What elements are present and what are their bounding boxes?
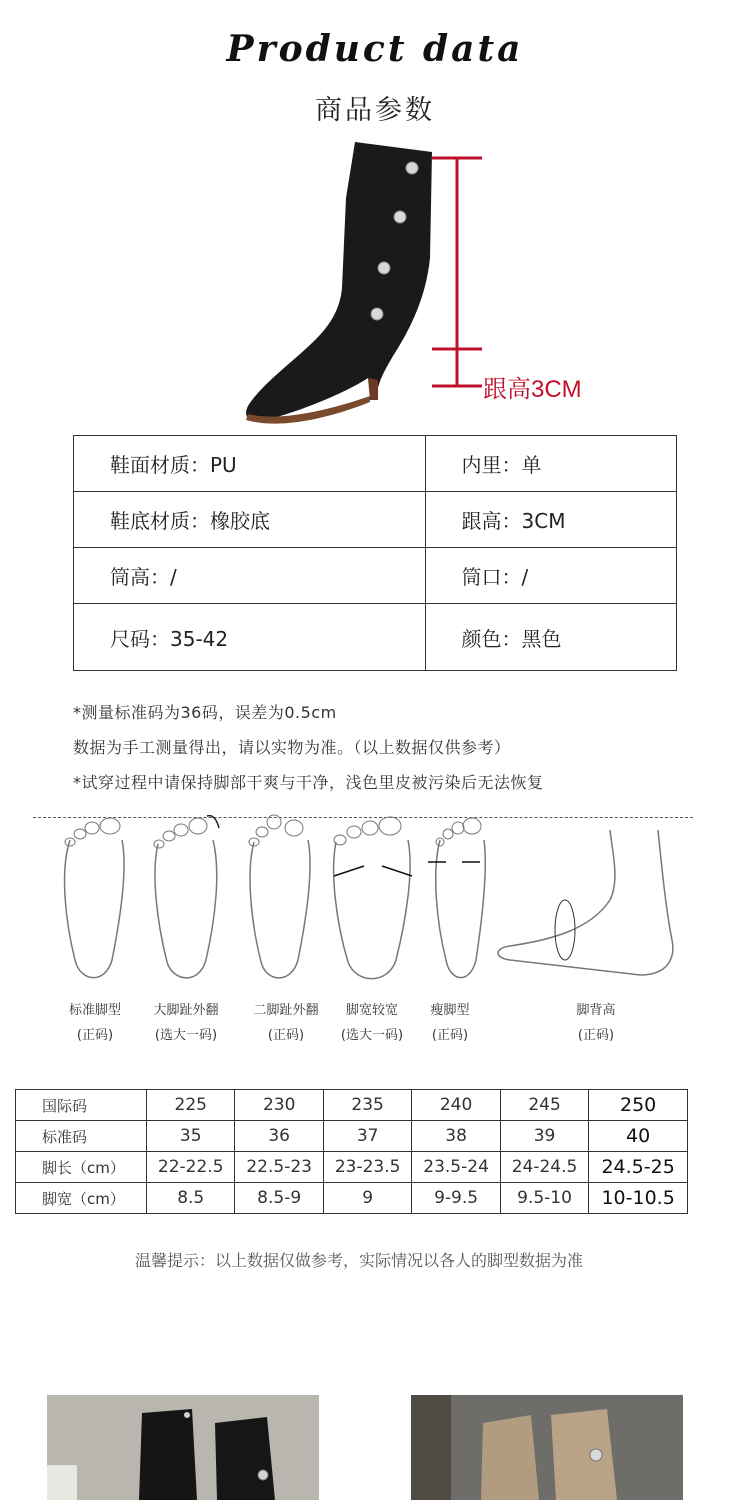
param-label: 颜色： <box>461 626 522 651</box>
foot-type-note: (正码) <box>267 1028 305 1043</box>
size-cell: 225 <box>147 1090 235 1121</box>
size-cell: 10-10.5 <box>589 1183 688 1214</box>
size-cell: 35 <box>147 1121 235 1152</box>
param-label: 鞋底材质： <box>110 509 210 533</box>
size-cell: 24.5-25 <box>589 1152 688 1183</box>
params-cell <box>425 492 677 548</box>
foot-label <box>236 998 336 1048</box>
foot-type-name: 二脚趾外翻 <box>253 1003 319 1018</box>
size-row-head: 标准码 <box>16 1121 147 1152</box>
foot-high-instep-icon <box>490 810 680 1010</box>
param-value: PU <box>210 453 237 477</box>
params-row <box>74 548 677 604</box>
size-cell: 230 <box>235 1090 323 1121</box>
foot-bunion-icon <box>143 810 233 1010</box>
size-row <box>16 1183 688 1214</box>
foot-label <box>400 998 500 1048</box>
note-line: 数据为手工测量得出，请以实物为准。（以上数据仅供参考） <box>73 738 511 757</box>
params-row <box>74 436 677 492</box>
foot-type-name: 脚宽较宽 <box>345 1003 398 1018</box>
foot-type-note: (正码) <box>431 1028 469 1043</box>
black-boot-photo <box>47 1395 319 1500</box>
foot-type-name: 瘦脚型 <box>430 1003 470 1018</box>
size-row <box>16 1090 688 1121</box>
size-cell: 9.5-10 <box>500 1183 588 1214</box>
params-cell <box>74 604 426 671</box>
param-label: 内里： <box>461 453 522 477</box>
foot-type-name: 脚背高 <box>576 1003 616 1018</box>
param-value: 黑色 <box>521 626 562 651</box>
foot-type-note: (选大一码) <box>340 1028 404 1043</box>
size-cell: 9-9.5 <box>412 1183 500 1214</box>
size-cell: 24-24.5 <box>500 1152 588 1183</box>
size-cell: 8.5-9 <box>235 1183 323 1214</box>
size-cell: 23.5-24 <box>412 1152 500 1183</box>
params-cell <box>74 492 426 548</box>
foot-type-name: 大脚趾外翻 <box>153 1003 219 1018</box>
foot-second-toe-icon <box>236 810 326 1010</box>
foot-wide-icon <box>328 810 418 1010</box>
size-cell: 8.5 <box>147 1183 235 1214</box>
param-label: 跟高： <box>461 509 522 533</box>
param-value: 35-42 <box>170 626 229 651</box>
params-cell <box>425 436 677 492</box>
size-row <box>16 1121 688 1152</box>
note-line: *试穿过程中请保持脚部干爽与干净，浅色里皮被污染后无法恢复 <box>73 773 544 792</box>
title-english: Product data <box>226 28 524 70</box>
param-label: 尺码： <box>110 626 170 651</box>
size-row-head: 脚长（cm） <box>16 1152 147 1183</box>
heel-height-label: 跟高3CM <box>483 376 582 403</box>
size-cell: 37 <box>323 1121 411 1152</box>
size-cell: 245 <box>500 1090 588 1121</box>
param-value: 3CM <box>521 509 566 533</box>
foot-standard-icon <box>50 810 140 1010</box>
size-row <box>16 1152 688 1183</box>
param-value: 橡胶底 <box>210 509 270 533</box>
size-cell: 38 <box>412 1121 500 1152</box>
params-row <box>74 492 677 548</box>
foot-label <box>546 998 646 1048</box>
size-cell: 23-23.5 <box>323 1152 411 1183</box>
param-label: 筒高： <box>110 565 170 589</box>
foot-type-note: (正码) <box>76 1028 114 1043</box>
size-cell: 250 <box>589 1090 688 1121</box>
foot-label <box>136 998 236 1048</box>
size-cell: 235 <box>323 1090 411 1121</box>
param-value: / <box>521 565 529 589</box>
params-cell <box>425 604 677 671</box>
size-row-head: 国际码 <box>16 1090 147 1121</box>
params-cell <box>74 548 426 604</box>
size-chart-table <box>15 1089 688 1214</box>
size-cell: 36 <box>235 1121 323 1152</box>
size-cell: 40 <box>589 1121 688 1152</box>
param-label: 鞋面材质： <box>110 453 210 477</box>
foot-type-note: (正码) <box>577 1028 615 1043</box>
foot-label <box>45 998 145 1048</box>
params-cell <box>425 548 677 604</box>
size-tip: 温馨提示：以上数据仅做参考，实际情况以各人的脚型数据为准 <box>134 1251 583 1270</box>
size-cell: 240 <box>412 1090 500 1121</box>
params-row <box>74 604 677 671</box>
size-cell: 39 <box>500 1121 588 1152</box>
param-value: / <box>170 565 177 589</box>
params-cell <box>74 436 426 492</box>
beige-boot-photo <box>411 1395 683 1500</box>
product-params-table <box>73 435 677 671</box>
foot-type-note: (选大一码) <box>154 1028 218 1043</box>
title-chinese: 商品参数 <box>315 95 435 126</box>
size-cell: 9 <box>323 1183 411 1214</box>
note-line: *测量标准码为36码，误差为0.5cm <box>73 703 337 722</box>
param-label: 筒口： <box>461 565 522 589</box>
size-row-head: 脚宽（cm） <box>16 1183 147 1214</box>
measurement-notes <box>73 704 544 809</box>
foot-type-name: 标准脚型 <box>68 1003 121 1018</box>
param-value: 单 <box>521 453 542 477</box>
size-cell: 22.5-23 <box>235 1152 323 1183</box>
size-cell: 22-22.5 <box>147 1152 235 1183</box>
